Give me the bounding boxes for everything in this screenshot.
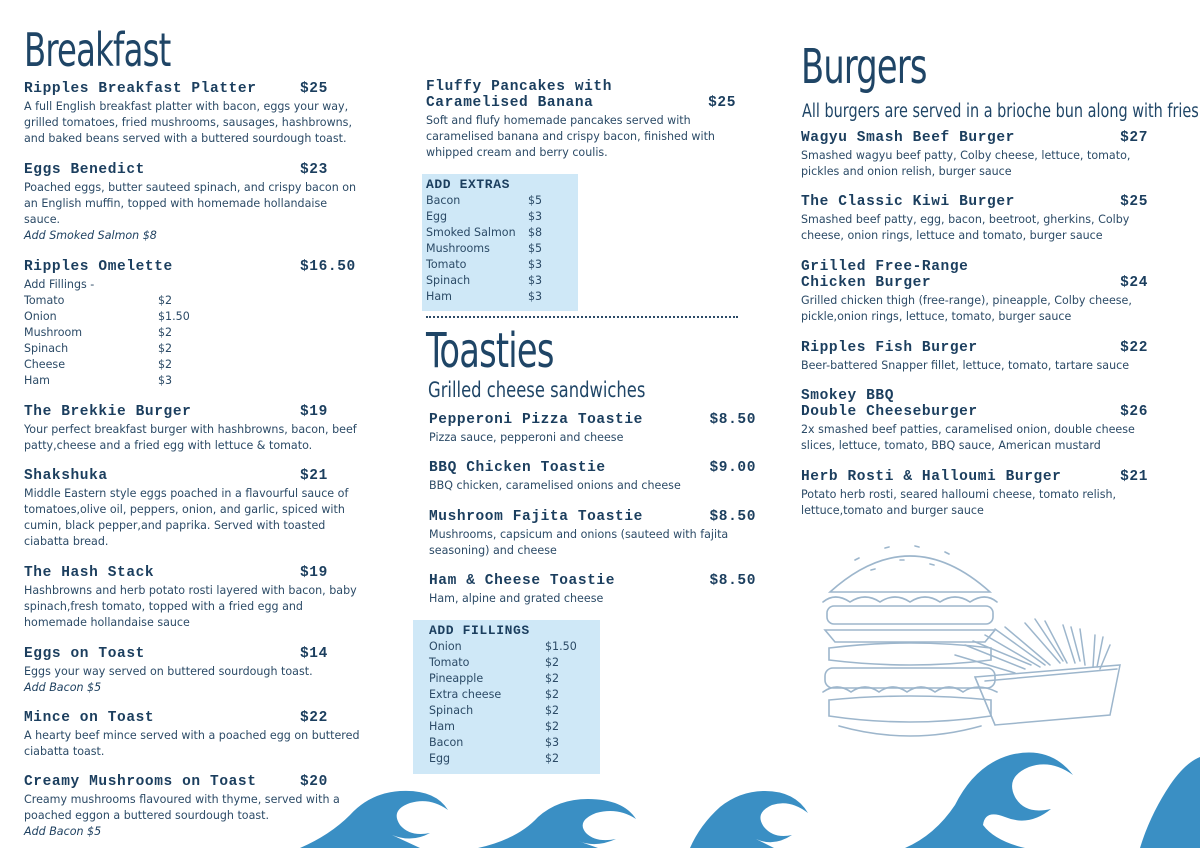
item-name: Ripples Fish Burger [801, 340, 978, 356]
item-price: $27 [1120, 130, 1148, 146]
item-desc: Soft and flufy homemade pancakes served with caramelised banana and crispy bacon, finished with whipped cream and berry coulis. [426, 114, 715, 159]
filling-row: Ham $2 [429, 720, 560, 733]
extra-row: Spinach $3 [426, 274, 543, 287]
item-desc: Ham, alpine and grated cheese [429, 592, 604, 605]
extra-row: Ham $3 [426, 290, 543, 303]
item-desc: Grilled chicken thigh (free-range), pineapple, Colby cheese, pickle,onion rings, lettuce, tomato, burger sauce [801, 294, 1132, 323]
add-fillings-title: ADD FILLINGS [429, 623, 530, 638]
filling-row: Onion $1.50 [429, 640, 577, 653]
menu-item-chicken-burger [801, 259, 1148, 325]
item-name: Mince on Toast [24, 710, 155, 726]
wave-icon [690, 785, 810, 848]
extra-row: Tomato $3 [426, 258, 543, 271]
item-price: $16.50 [300, 259, 356, 275]
filling-row: Tomato $2 [429, 656, 560, 669]
toasties-subtitle: Grilled cheese sandwiches [428, 378, 646, 402]
menu-item-eggs-on-toast [24, 646, 362, 696]
item-name: Shakshuka [24, 468, 108, 484]
item-price: $8.50 [709, 573, 756, 589]
item-desc: Pizza sauce, pepperoni and cheese [429, 431, 624, 444]
item-name: Ripples Breakfast Platter [24, 81, 257, 97]
item-price: $23 [300, 162, 328, 178]
add-extras-box [422, 174, 578, 311]
menu-item-hash-stack [24, 565, 362, 631]
item-desc: BBQ chicken, caramelised onions and cheese [429, 479, 681, 492]
item-name: Mushroom Fajita Toastie [429, 509, 643, 525]
wave-icon [1140, 745, 1200, 848]
item-desc: Poached eggs, butter sauteed spinach, and crispy bacon on an English muffin, topped with homemade hollandaise sauce. [24, 181, 357, 226]
filling-row: Spinach $2 [429, 704, 560, 717]
toasties-title: Toasties [426, 323, 554, 379]
menu-item-fluffy-pancakes [426, 79, 736, 161]
fillings-label: Add Fillings - [24, 278, 95, 291]
item-desc: Mushrooms, capsicum and onions (sauteed with fajita seasoning) and cheese [429, 528, 729, 557]
item-name: Eggs on Toast [24, 646, 145, 662]
filling-row: Ham $3 [24, 374, 173, 387]
item-price: $19 [300, 565, 328, 581]
breakfast-title: Breakfast [24, 23, 171, 77]
item-name: Ham & Cheese Toastie [429, 573, 616, 589]
item-name: Eggs Benedict [24, 162, 145, 178]
item-price: $26 [1120, 404, 1148, 420]
item-desc: Smashed beef patty, egg, bacon, beetroot, gherkins, Colby cheese, onion rings, lettuce and tomato, burger sauce [801, 213, 1130, 242]
item-name: Creamy Mushrooms on Toast [24, 774, 257, 790]
item-note: Add Bacon $5 [24, 825, 102, 838]
menu-item-ripples-omelette [24, 259, 362, 389]
item-price: $14 [300, 646, 328, 662]
section-divider [426, 316, 738, 318]
item-price: $21 [300, 468, 328, 484]
item-name: Fluffy Pancakes with Caramelised Banana [426, 79, 613, 111]
menu-item-ripples-breakfast-platter [24, 81, 362, 147]
filling-row: Onion $1.50 [24, 310, 190, 323]
filling-row: Egg $2 [429, 752, 560, 765]
menu-item-classic-kiwi-burger [801, 194, 1148, 244]
item-price: $22 [300, 710, 328, 726]
filling-row: Pineapple $2 [429, 672, 560, 685]
wave-icon [478, 795, 638, 848]
filling-row: Mushroom $2 [24, 326, 173, 339]
item-name: The Hash Stack [24, 565, 155, 581]
menu-item-brekkie-burger [24, 404, 362, 454]
item-note: Add Smoked Salmon $8 [24, 229, 157, 242]
filling-row: Spinach $2 [24, 342, 173, 355]
item-name: BBQ Chicken Toastie [429, 460, 606, 476]
item-name: Pepperoni Pizza Toastie [429, 412, 643, 428]
extra-row: Egg $3 [426, 210, 543, 223]
add-extras-title: ADD EXTRAS [426, 177, 511, 192]
item-name: Herb Rosti & Halloumi Burger [801, 469, 1062, 485]
menu-item-pepperoni-toastie [429, 412, 756, 446]
menu-item-wagyu-smash-burger [801, 130, 1148, 180]
item-desc: A full English breakfast platter with bacon, eggs your way, grilled tomatoes, fried mushrooms, sausages, hashbrowns, and baked beans served with a buttered sourdough toast. [24, 100, 352, 145]
item-price: $9.00 [709, 460, 756, 476]
menu-item-mushroom-fajita-toastie [429, 509, 756, 559]
item-desc: Middle Eastern style eggs poached in a flavourful sauce of tomatoes,olive oil, peppers, onion, and garlic, spiced with cumin, black pepper,and paprika. Served with toasted ciabatta bread. [24, 487, 349, 548]
menu-item-ham-cheese-toastie [429, 573, 756, 607]
item-desc: Your perfect breakfast burger with hashbrowns, bacon, beef patty,cheese and a fried egg with lettuce & tomato. [24, 423, 357, 452]
item-price: $25 [708, 95, 736, 111]
item-name: Ripples Omelette [24, 259, 173, 275]
item-price: $8.50 [709, 412, 756, 428]
item-price: $25 [300, 81, 328, 97]
item-name: Wagyu Smash Beef Burger [801, 130, 1015, 146]
menu-item-shakshuka [24, 468, 369, 550]
item-desc: Creamy mushrooms flavoured with thyme, served with a poached eggon a buttered sourdough toast. [24, 793, 340, 822]
fries-illustration-icon [945, 615, 1135, 730]
item-price: $21 [1120, 469, 1148, 485]
filling-row: Extra cheese $2 [429, 688, 560, 701]
item-desc: Eggs your way served on buttered sourdough toast. [24, 665, 313, 678]
item-desc: Beer-battered Snapper fillet, lettuce, tomato, tartare sauce [801, 359, 1130, 372]
item-name: Grilled Free-Range Chicken Burger [801, 259, 969, 291]
item-desc: 2x smashed beef patties, caramelised onion, double cheese slices, lettuce, tomato, BBQ sauce, American mustard [801, 423, 1135, 452]
menu-item-bbq-chicken-toastie [429, 460, 756, 494]
item-price: $22 [1120, 340, 1148, 356]
menu-item-rosti-halloumi-burger [801, 469, 1148, 519]
menu-item-bbq-cheeseburger [801, 388, 1148, 454]
extra-row: Smoked Salmon $8 [426, 226, 543, 239]
burgers-title: Burgers [801, 39, 927, 95]
menu-item-mince-on-toast [24, 710, 362, 760]
extra-row: Bacon $5 [426, 194, 543, 207]
add-fillings-box [413, 620, 600, 774]
filling-row: Bacon $3 [429, 736, 560, 749]
wave-icon [905, 745, 1075, 848]
filling-row: Cheese $2 [24, 358, 173, 371]
item-price: $25 [1120, 194, 1148, 210]
item-desc: Potato herb rosti, seared halloumi cheese, tomato relish, lettuce,tomato and burger sauce [801, 488, 1117, 517]
filling-row: Tomato $2 [24, 294, 173, 307]
item-name: The Classic Kiwi Burger [801, 194, 1015, 210]
item-desc: Hashbrowns and herb potato rosti layered with bacon, baby spinach,fresh tomato, topped with a fried egg and homemade hollandaise sauce [24, 584, 357, 629]
item-name: The Brekkie Burger [24, 404, 192, 420]
item-price: $8.50 [709, 509, 756, 525]
item-price: $24 [1120, 275, 1148, 291]
burgers-subtitle: All burgers are served in a brioche bun along with fries [802, 101, 1199, 122]
item-price: $19 [300, 404, 328, 420]
menu-item-eggs-benedict [24, 162, 362, 244]
item-note: Add Bacon $5 [24, 681, 102, 694]
extra-row: Mushrooms $5 [426, 242, 543, 255]
wave-icon [300, 785, 450, 848]
item-name: Smokey BBQ Double Cheeseburger [801, 388, 978, 420]
item-desc: A hearty beef mince served with a poached egg on buttered ciabatta toast. [24, 729, 360, 758]
menu-item-fish-burger [801, 340, 1148, 374]
item-price: $20 [300, 774, 328, 790]
item-desc: Smashed wagyu beef patty, Colby cheese, lettuce, tomato, pickles and onion relish, burger sauce [801, 149, 1131, 178]
